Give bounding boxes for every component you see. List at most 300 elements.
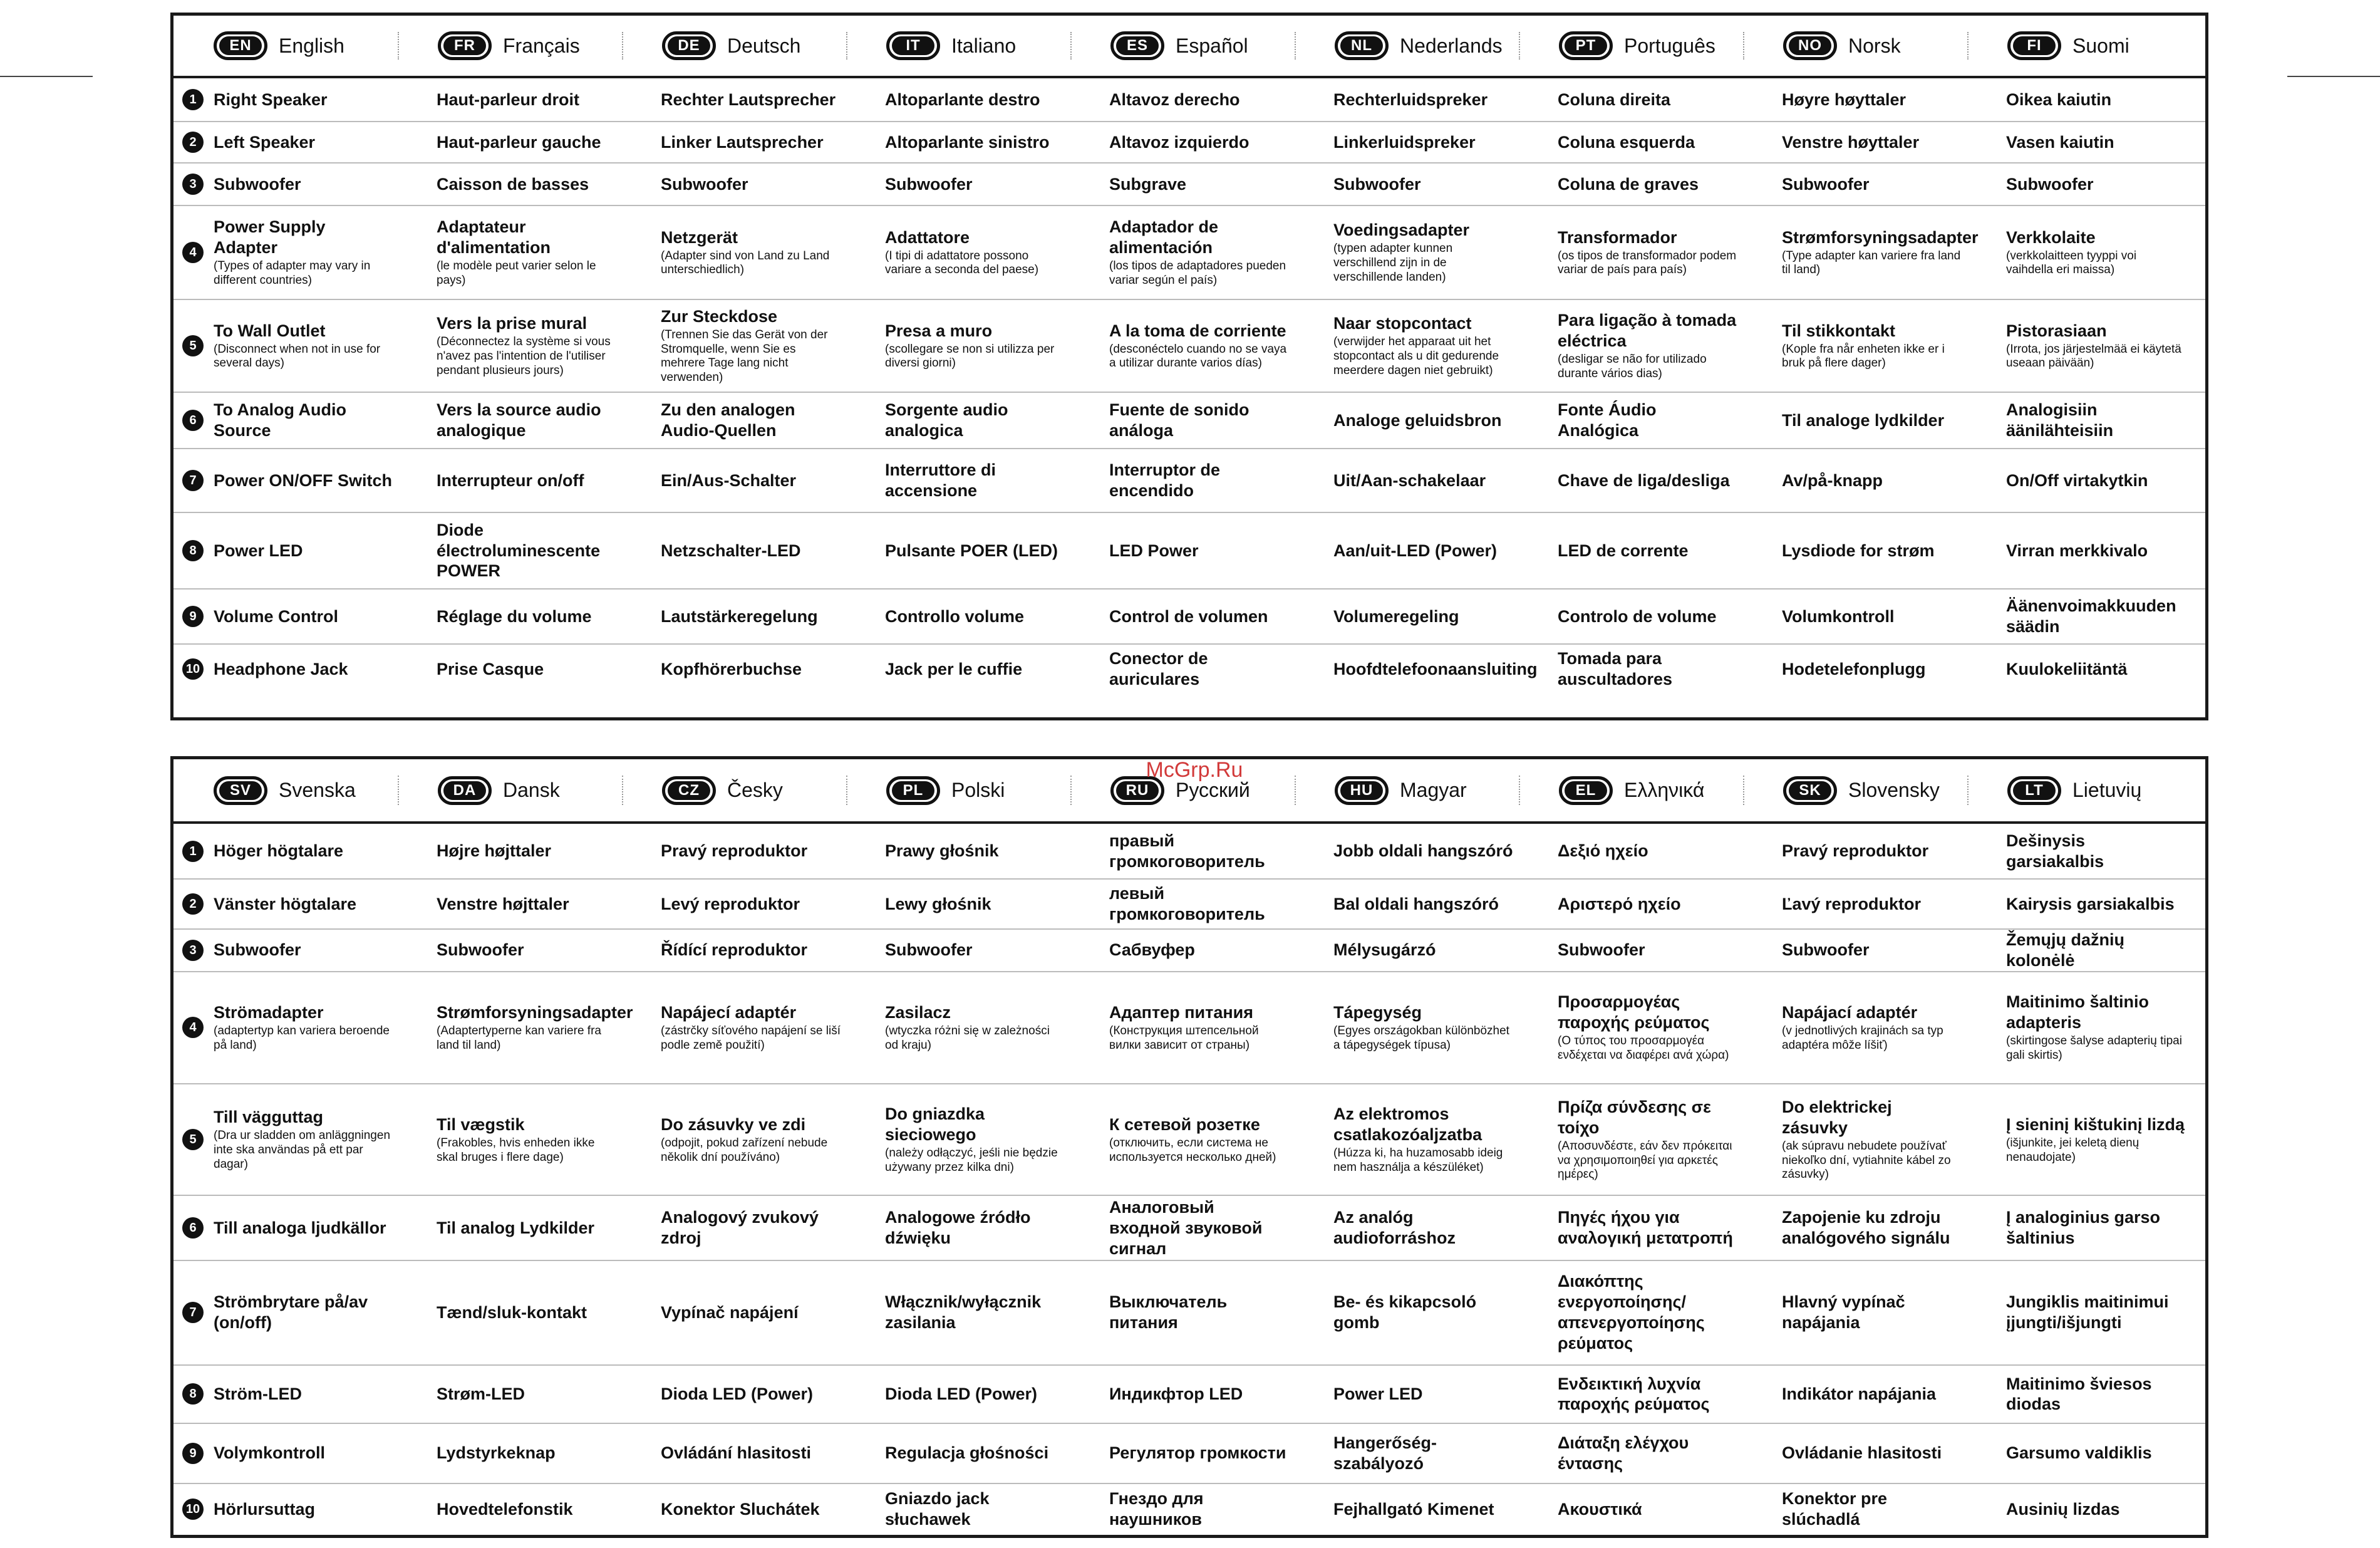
term-text: Dešinysis garsiakalbis: [2006, 831, 2104, 871]
term-note: (le modèle peut varier selon le pays): [437, 259, 596, 287]
term-cell: [623, 1384, 847, 1405]
term-text: Control de volumen: [1109, 606, 1268, 626]
term-text: Kairysis garsiakalbis: [2006, 894, 2175, 913]
term-cell: [1520, 227, 1744, 278]
term-text: Pravý reproduktor: [1782, 841, 1929, 861]
term-cell: [1072, 1114, 1296, 1165]
term-cell: [847, 940, 1072, 960]
term-cell: [1296, 132, 1520, 153]
language-table-2: [170, 756, 2208, 1538]
language-name: Nederlands: [1400, 34, 1503, 57]
term-cell: [173, 1384, 399, 1405]
language-code: NO: [1789, 36, 1831, 55]
term-text: Para ligação à tomada eléctrica: [1558, 311, 1737, 351]
term-cell: [173, 1499, 399, 1520]
term-cell: [1072, 1443, 1296, 1463]
term-text: Power LED: [214, 541, 303, 560]
term-text: Altavoz derecho: [1109, 90, 1240, 109]
term-note: (Egyes országokban különbözhet a tápegységek típusa): [1333, 1024, 1509, 1052]
term-text: Regulacja głośności: [885, 1443, 1049, 1463]
term-note: (Dra ur sladden om anläggningen inte ska användas på ett par dagar): [214, 1129, 391, 1171]
term-text: Hovedtelefonstik: [437, 1499, 573, 1519]
term-cell: [399, 132, 623, 153]
term-text: Hangerőség-szabályozó: [1333, 1433, 1437, 1473]
language-name: Ελληνικά: [1624, 779, 1705, 801]
language-code: SV: [219, 781, 262, 800]
table-row: [173, 78, 2205, 122]
term-text: Vers la source audio analogique: [437, 400, 601, 440]
term-text: Jungiklis maitinimui įjungti/išjungti: [2006, 1292, 2169, 1332]
term-text: Mélysugárzó: [1333, 940, 1436, 960]
term-cell: [1744, 1097, 1969, 1182]
term-text: Сабвуфер: [1109, 940, 1195, 960]
term-cell: [1072, 606, 1296, 627]
term-note: (należy odłączyć, jeśli nie będzie używany przez kilka dni): [885, 1146, 1058, 1174]
term-text: левый громкоговоритель: [1109, 884, 1265, 924]
term-cell: [623, 1207, 847, 1249]
term-text: Řídící reproduktor: [661, 940, 808, 960]
term-text: Tápegység: [1333, 1002, 1422, 1022]
term-cell: [1520, 992, 1744, 1062]
term-cell: [1296, 174, 1520, 195]
language-code-badge: [1783, 776, 1837, 805]
term-text: Tomada para auscultadores: [1558, 649, 1673, 688]
term-cell: [173, 1107, 399, 1171]
term-cell: [399, 1302, 623, 1323]
term-text: Do gniazdka sieciowego: [885, 1104, 985, 1145]
term-text: Prawy głośnik: [885, 841, 999, 861]
term-cell: [623, 940, 847, 960]
term-cell: [847, 606, 1072, 627]
term-cell: [1744, 1384, 1969, 1405]
term-note: (Type adapter kan variere fra land til land): [1782, 249, 1961, 277]
term-cell: [1296, 940, 1520, 960]
term-text: Ausinių lizdas: [2006, 1499, 2120, 1519]
term-cell: [623, 841, 847, 861]
term-text: Subwoofer: [1558, 940, 1645, 960]
language-name: Magyar: [1400, 779, 1467, 801]
item-number-badge: 3: [182, 940, 204, 961]
item-number-badge: 1: [182, 89, 204, 110]
term-text: Power LED: [1333, 1384, 1423, 1403]
term-text: Netzschalter-LED: [661, 541, 801, 560]
term-text: Venstre høyttaler: [1782, 132, 1920, 152]
term-cell: [1969, 1374, 2193, 1415]
term-cell: [1296, 894, 1520, 915]
term-text: Oikea kaiutin: [2006, 90, 2112, 109]
term-text: Linkerluidspreker: [1333, 132, 1476, 152]
language-code-badge: [1559, 31, 1613, 60]
language-header-row: [173, 16, 2205, 78]
term-text: Dioda LED (Power): [885, 1384, 1038, 1403]
term-text: Konektor pre slúchadlá: [1782, 1489, 1888, 1529]
language-header-0: [173, 759, 399, 821]
term-cell: [623, 1443, 847, 1463]
item-number-badge: 4: [182, 242, 204, 263]
language-header-6: [1520, 16, 1744, 76]
item-number-badge: 8: [182, 1383, 204, 1405]
item-number-badge: 2: [182, 893, 204, 915]
term-cell: [1744, 410, 1969, 431]
term-text: Do elektrickej zásuvky: [1782, 1097, 1892, 1137]
term-cell: [1296, 1292, 1520, 1333]
term-cell: [623, 1114, 847, 1165]
term-cell: [847, 1292, 1072, 1333]
term-cell: [173, 400, 399, 441]
term-cell: [1969, 90, 2193, 110]
term-text: Till vägguttag: [214, 1108, 324, 1127]
term-cell: [1520, 1207, 1744, 1249]
term-text: Napájecí adaptér: [661, 1002, 797, 1022]
term-text: Subwoofer: [661, 174, 748, 194]
term-text: Выключатель питания: [1109, 1292, 1228, 1332]
term-note: (Конструкция штепсельной вилки зависит от страны): [1109, 1024, 1259, 1052]
item-number-badge: 10: [182, 1499, 204, 1520]
term-text: Fejhallgató Kimenet: [1333, 1499, 1494, 1519]
term-text: К сетевой розетке: [1109, 1114, 1260, 1134]
term-text: Subwoofer: [214, 174, 301, 194]
table-row: [173, 122, 2205, 164]
term-text: Virran merkkivalo: [2006, 541, 2148, 560]
term-cell: [399, 606, 623, 627]
term-note: (Trennen Sie das Gerät von der Stromquelle, wenn Sie es mehrere Tage lang nicht verwenden): [661, 328, 828, 385]
language-code: PL: [892, 781, 934, 800]
term-text: Hodetelefonplugg: [1782, 659, 1926, 678]
term-cell: [173, 541, 399, 561]
term-text: Zapojenie ku zdroju analógového signálu: [1782, 1208, 1950, 1248]
term-text: Bal oldali hangszóró: [1333, 894, 1499, 913]
term-note: (Adapter sind von Land zu Land unterschiedlich): [661, 249, 830, 277]
term-cell: [847, 460, 1072, 501]
term-text: Uit/Aan-schakelaar: [1333, 470, 1486, 490]
term-cell: [1744, 1002, 1969, 1053]
language-code: NL: [1340, 36, 1383, 55]
term-text: Kopfhörerbuchse: [661, 659, 802, 678]
term-cell: [1296, 220, 1520, 284]
term-text: Hlavný vypínač napájania: [1782, 1292, 1905, 1332]
term-cell: [1520, 1499, 1744, 1520]
term-text: Lydstyrkeknap: [437, 1443, 556, 1463]
term-text: Maitinimo šviesos diodas: [2006, 1374, 2152, 1414]
term-text: Volumeregeling: [1333, 606, 1459, 626]
term-text: Az elektromos csatlakozóaljzatba: [1333, 1104, 1482, 1145]
term-note: (typen adapter kunnen verschillend zijn in de verschillende landen): [1333, 242, 1453, 284]
term-text: Jack per le cuffie: [885, 659, 1023, 678]
term-cell: [1969, 659, 2193, 680]
language-code: LT: [2013, 781, 2056, 800]
term-note: (Irrota, jos järjestelmää ei käytetä useaan päivään): [2006, 342, 2181, 370]
term-note: (desligar se não for utilizado durante vários dias): [1558, 353, 1707, 380]
language-header-5: [1296, 759, 1520, 821]
item-number-badge: 6: [182, 410, 204, 431]
language-header-0: [173, 16, 399, 76]
language-header-8: [1969, 759, 2193, 821]
term-text: Napájací adaptér: [1782, 1002, 1918, 1022]
term-cell: [173, 1443, 399, 1463]
term-note: (Húzza ki, ha huzamosabb ideig nem használja a készüléket): [1333, 1146, 1503, 1174]
term-cell: [1520, 940, 1744, 960]
term-text: Διάταξη ελέγχου έντασης: [1558, 1433, 1689, 1473]
term-text: Interrupteur on/off: [437, 470, 584, 490]
term-note: (išjunkite, jei keletą dienų nenaudojate): [2006, 1136, 2139, 1164]
table-row: [173, 513, 2205, 590]
item-number-badge: 8: [182, 540, 204, 561]
term-text: Adaptateur d'alimentation: [437, 217, 551, 257]
term-cell: [1744, 894, 1969, 915]
item-number-badge: 4: [182, 1017, 204, 1038]
term-cell: [1744, 541, 1969, 561]
table-row: [173, 164, 2205, 206]
term-text: Subgrave: [1109, 174, 1187, 194]
term-cell: [399, 1114, 623, 1165]
language-header-4: [1072, 16, 1296, 76]
term-text: Pravý reproduktor: [661, 841, 808, 861]
table-row: [173, 972, 2205, 1084]
term-cell: [1296, 1499, 1520, 1520]
term-cell: [1969, 596, 2193, 637]
language-code-badge: [1335, 776, 1389, 805]
term-text: Caisson de basses: [437, 174, 589, 194]
term-cell: [847, 132, 1072, 153]
term-text: Hörlursuttag: [214, 1499, 315, 1519]
term-note: (отключить, если система не используется несколько дней): [1109, 1136, 1276, 1164]
term-cell: [1520, 1097, 1744, 1182]
term-cell: [847, 894, 1072, 915]
term-text: To Wall Outlet: [214, 321, 326, 340]
term-cell: [1744, 940, 1969, 960]
term-text: Right Speaker: [214, 90, 328, 109]
term-text: Netzgerät: [661, 227, 738, 247]
term-cell: [1744, 1292, 1969, 1333]
term-cell: [173, 132, 399, 153]
term-text: Diode électroluminescente POWER: [437, 520, 601, 581]
term-text: Voedingsadapter: [1333, 221, 1470, 240]
term-cell: [1072, 400, 1296, 441]
term-text: Garsumo valdiklis: [2006, 1443, 2152, 1463]
term-cell: [173, 841, 399, 861]
term-cell: [1969, 831, 2193, 872]
language-name: Česky: [727, 779, 783, 801]
term-cell: [1072, 460, 1296, 501]
term-text: Transformador: [1558, 227, 1677, 247]
term-note: (Disconnect when not in use for several days): [214, 342, 381, 370]
term-text: Coluna de graves: [1558, 174, 1699, 194]
term-text: Lewy głośnik: [885, 894, 991, 913]
term-cell: [1296, 1104, 1520, 1175]
item-number-badge: 7: [182, 1302, 204, 1323]
term-cell: [1744, 227, 1979, 278]
term-cell: [1072, 883, 1296, 925]
term-text: Headphone Jack: [214, 659, 348, 678]
language-name: Italiano: [951, 34, 1017, 57]
table-row: [173, 449, 2205, 513]
term-text: Volymkontroll: [214, 1443, 326, 1463]
term-cell: [173, 940, 399, 960]
item-number-badge: 5: [182, 1129, 204, 1150]
term-text: Ακουστικά: [1558, 1499, 1642, 1519]
term-cell: [1520, 541, 1744, 561]
term-text: Till analoga ljudkällor: [214, 1218, 386, 1237]
language-header-8: [1969, 16, 2193, 76]
term-text: Aan/uit-LED (Power): [1333, 541, 1497, 560]
item-number-badge: 1: [182, 841, 204, 862]
term-text: Adattatore: [885, 227, 970, 247]
term-text: Do zásuvky ve zdi: [661, 1114, 806, 1134]
term-text: Maitinimo šaltinio adapteris: [2006, 992, 2150, 1032]
term-text: Subwoofer: [885, 174, 973, 194]
term-text: Venstre højttaler: [437, 894, 569, 913]
term-cell: [1072, 90, 1296, 110]
term-cell: [847, 1384, 1072, 1405]
term-text: Subwoofer: [1782, 940, 1870, 960]
term-cell: [623, 132, 847, 153]
term-text: Conector de auriculares: [1109, 649, 1208, 688]
item-number-badge: 2: [182, 132, 204, 153]
term-text: Til stikkontakt: [1782, 321, 1896, 340]
term-cell: [847, 1002, 1072, 1053]
term-cell: [1520, 1433, 1744, 1474]
table-row: [173, 824, 2205, 880]
term-cell: [623, 470, 847, 491]
term-cell: [1969, 1292, 2193, 1333]
term-text: Konektor Sluchátek: [661, 1499, 820, 1519]
term-text: Strømforsyningsadapter: [1782, 227, 1979, 247]
term-cell: [847, 541, 1072, 561]
term-cell: [1744, 174, 1969, 195]
term-cell: [399, 174, 623, 195]
term-cell: [1072, 1002, 1296, 1053]
term-cell: [1520, 1374, 1744, 1415]
term-cell: [847, 841, 1072, 861]
term-cell: [847, 400, 1072, 441]
term-cell: [1072, 1488, 1296, 1530]
term-cell: [1744, 321, 1969, 371]
term-text: Volume Control: [214, 606, 338, 626]
term-text: Haut-parleur gauche: [437, 132, 601, 152]
term-text: Left Speaker: [214, 132, 316, 152]
language-header-7: [1744, 759, 1969, 821]
term-cell: [173, 606, 399, 627]
language-name: Español: [1176, 34, 1248, 57]
term-cell: [1969, 470, 2193, 491]
language-code-badge: [1110, 31, 1164, 60]
term-text: Jobb oldali hangszóró: [1333, 841, 1513, 861]
term-cell: [847, 174, 1072, 195]
term-cell: [1744, 90, 1969, 110]
term-cell: [1744, 659, 1969, 680]
term-text: Διακόπτης ενεργοποίησης/ απενεργοποίησης ρεύματος: [1558, 1272, 1705, 1353]
term-text: Subwoofer: [1333, 174, 1421, 194]
term-cell: [1072, 217, 1296, 288]
table-row: [173, 1196, 2205, 1260]
term-cell: [1072, 831, 1296, 872]
term-cell: [1296, 1207, 1520, 1249]
term-cell: [1520, 310, 1744, 381]
watermark: McGrp.Ru: [1146, 758, 1243, 782]
term-cell: [1296, 470, 1520, 491]
term-text: Coluna esquerda: [1558, 132, 1695, 152]
term-text: Altoparlante destro: [885, 90, 1040, 109]
term-cell: [399, 217, 623, 288]
term-cell: [399, 313, 623, 378]
term-text: Strømforsyningsadapter: [437, 1002, 633, 1022]
term-note: (scollegare se non si utilizza per diversi giorni): [885, 342, 1055, 370]
term-cell: [623, 894, 847, 915]
table-row: [173, 300, 2205, 393]
language-header-3: [847, 759, 1072, 821]
language-header-1: [399, 16, 623, 76]
term-cell: [173, 321, 399, 371]
term-cell: [1296, 410, 1520, 431]
term-note: (verwijder het apparaat uit het stopcontact als u dit gedurende meerdere dagen niet gebruikt): [1333, 335, 1499, 377]
term-note: (Types of adapter may vary in different countries): [214, 259, 371, 287]
term-cell: [623, 1002, 847, 1053]
term-text: Kuulokeliitäntä: [2006, 659, 2128, 678]
language-name: Français: [503, 34, 580, 57]
language-code: SK: [1789, 781, 1831, 800]
term-text: Subwoofer: [214, 940, 301, 960]
term-cell: [1969, 930, 2193, 971]
term-cell: [1744, 841, 1969, 861]
term-cell: [1520, 1271, 1744, 1354]
item-number-badge: 10: [182, 658, 204, 680]
language-name: Русский: [1176, 779, 1250, 801]
term-cell: [623, 227, 847, 278]
language-name: Slovensky: [1848, 779, 1940, 801]
term-cell: [847, 321, 1072, 371]
term-text: Subwoofer: [885, 940, 973, 960]
term-cell: [1969, 132, 2193, 153]
term-cell: [623, 400, 847, 441]
term-text: Ενδεικτική λυχνία παροχής ρεύματος: [1558, 1374, 1710, 1414]
term-text: On/Off virtakytkin: [2006, 470, 2148, 490]
term-cell: [623, 174, 847, 195]
language-header-5: [1296, 16, 1520, 76]
term-text: Гнездо для наушников: [1109, 1489, 1204, 1529]
term-cell: [1296, 1002, 1520, 1053]
term-note: (wtyczka różni się w zależności od kraju): [885, 1024, 1050, 1052]
term-text: Linker Lautsprecher: [661, 132, 824, 152]
language-header-3: [847, 16, 1072, 76]
term-text: Ovládání hlasitosti: [661, 1443, 812, 1463]
term-cell: [1969, 1114, 2193, 1165]
language-header-1: [399, 759, 623, 821]
term-text: Høyre høyttaler: [1782, 90, 1907, 109]
language-code-badge: [438, 31, 492, 60]
term-cell: [399, 1218, 623, 1239]
term-text: Presa a muro: [885, 321, 993, 340]
language-name: Polski: [951, 779, 1005, 801]
term-text: Πρίζα σύνδεσης σε τοίχο: [1558, 1097, 1711, 1137]
term-note: (adaptertyp kan variera beroende på land): [214, 1024, 390, 1052]
language-code: RU: [1116, 781, 1159, 800]
term-text: Analogisiin äänilähteisiin: [2006, 400, 2114, 440]
term-cell: [847, 659, 1072, 680]
term-cell: [1969, 321, 2193, 371]
term-cell: [847, 1488, 1072, 1530]
term-text: Analogowe źródło dźwięku: [885, 1208, 1031, 1248]
term-text: Controlo de volume: [1558, 606, 1717, 626]
term-note: (desconéctelo cuando no se vaya a utilizar durante varios días): [1109, 342, 1287, 370]
table-row: [173, 1424, 2205, 1483]
term-cell: [1296, 841, 1520, 861]
language-code-badge: [438, 776, 492, 805]
term-text: Levý reproduktor: [661, 894, 800, 913]
term-text: Ein/Aus-Schalter: [661, 470, 797, 490]
term-note: (Kople fra når enheten ikke er i bruk på flere dager): [1782, 342, 1945, 370]
item-number-badge: 3: [182, 174, 204, 195]
language-header-7: [1744, 16, 1969, 76]
